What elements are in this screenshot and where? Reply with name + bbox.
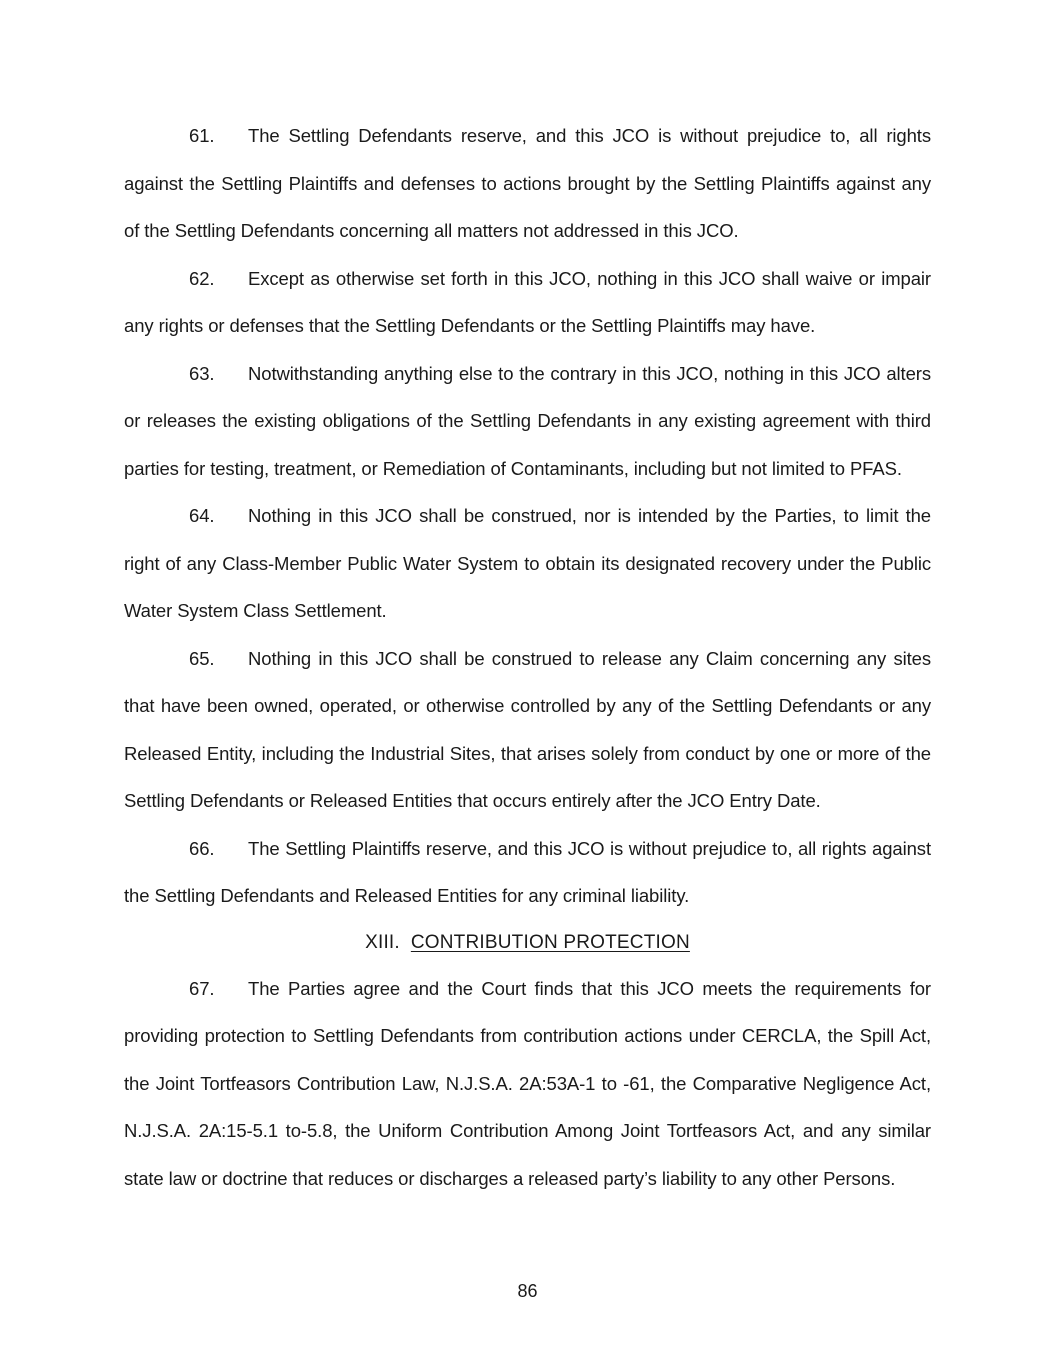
section-numeral: XIII. [365, 931, 400, 953]
paragraph-63 [124, 350, 931, 493]
paragraph-64 [124, 492, 931, 635]
paragraph-text: Nothing in this JCO shall be construed, nor is intended by the Parties, to limit the right of any Class-Member Public Water System to obtain its designated recovery under the Public Water System Class Settlement. [124, 505, 931, 621]
paragraph-66 [124, 825, 931, 920]
paragraph-number: 64. [189, 505, 215, 526]
paragraph-number: 61. [189, 125, 215, 146]
paragraph-number: 62. [189, 267, 215, 289]
paragraph-61 [124, 112, 931, 255]
paragraph-text: Nothing in this JCO shall be construed to release any Claim concerning any sites that have been owned, operated, or otherwise controlled by any of the Settling Defendants or any Released Entity, including the Industrial Sites, that arises solely from conduct by one or more of the Settling Defendants or Released Entities that occurs entirely after the JCO Entry Date. [124, 647, 931, 811]
paragraph-number: 65. [189, 647, 215, 669]
paragraph-text: The Settling Defendants reserve, and this JCO is without prejudice to, all rights against the Settling Plaintiffs and defenses to actions brought by the Settling Plaintiffs against any of the Settling Defendants concerning all matters not addressed in this JCO. [124, 125, 931, 241]
paragraph-text: The Parties agree and the Court finds that this JCO meets the requirements for providing protection to Settling Defendants from contribution actions under CERCLA, the Spill Act, the Joint Tortfeasors Contribution Law, N.J.S.A. 2A:53A-1 to -61, the Comparative Negligence Act, N.J.S.A. 2A:15-5.1 to-5.8, the Uniform Contribution Among Joint Tortfeasors Act, and any similar state law or doctrine that reduces or discharges a released party’s liability to any other Persons. [124, 977, 931, 1189]
section-heading [124, 920, 931, 965]
paragraph-67 [124, 965, 931, 1203]
paragraph-62 [124, 255, 931, 350]
paragraph-number: 63. [189, 362, 215, 384]
section-title: CONTRIBUTION PROTECTION [410, 931, 690, 953]
page-number: 86 [517, 1281, 538, 1301]
paragraph-text: Notwithstanding anything else to the contrary in this JCO, nothing in this JCO alters or releases the existing obligations of the Settling Defendants in any existing agreement with third parties for testing, treatment, or Remediation of Contaminants, including but not limited to PFAS. [124, 362, 931, 479]
paragraph-number: 66. [189, 837, 215, 859]
paragraph-text: The Settling Plaintiffs reserve, and this JCO is without prejudice to, all rights against the Settling Defendants and Released Entities for any criminal liability. [124, 837, 931, 906]
paragraph-number: 67. [189, 977, 215, 999]
paragraph-65 [124, 635, 931, 825]
document-body [124, 112, 931, 1202]
paragraph-text: Except as otherwise set forth in this JCO, nothing in this JCO shall waive or impair any rights or defenses that the Settling Defendants or the Settling Plaintiffs may have. [124, 267, 931, 336]
